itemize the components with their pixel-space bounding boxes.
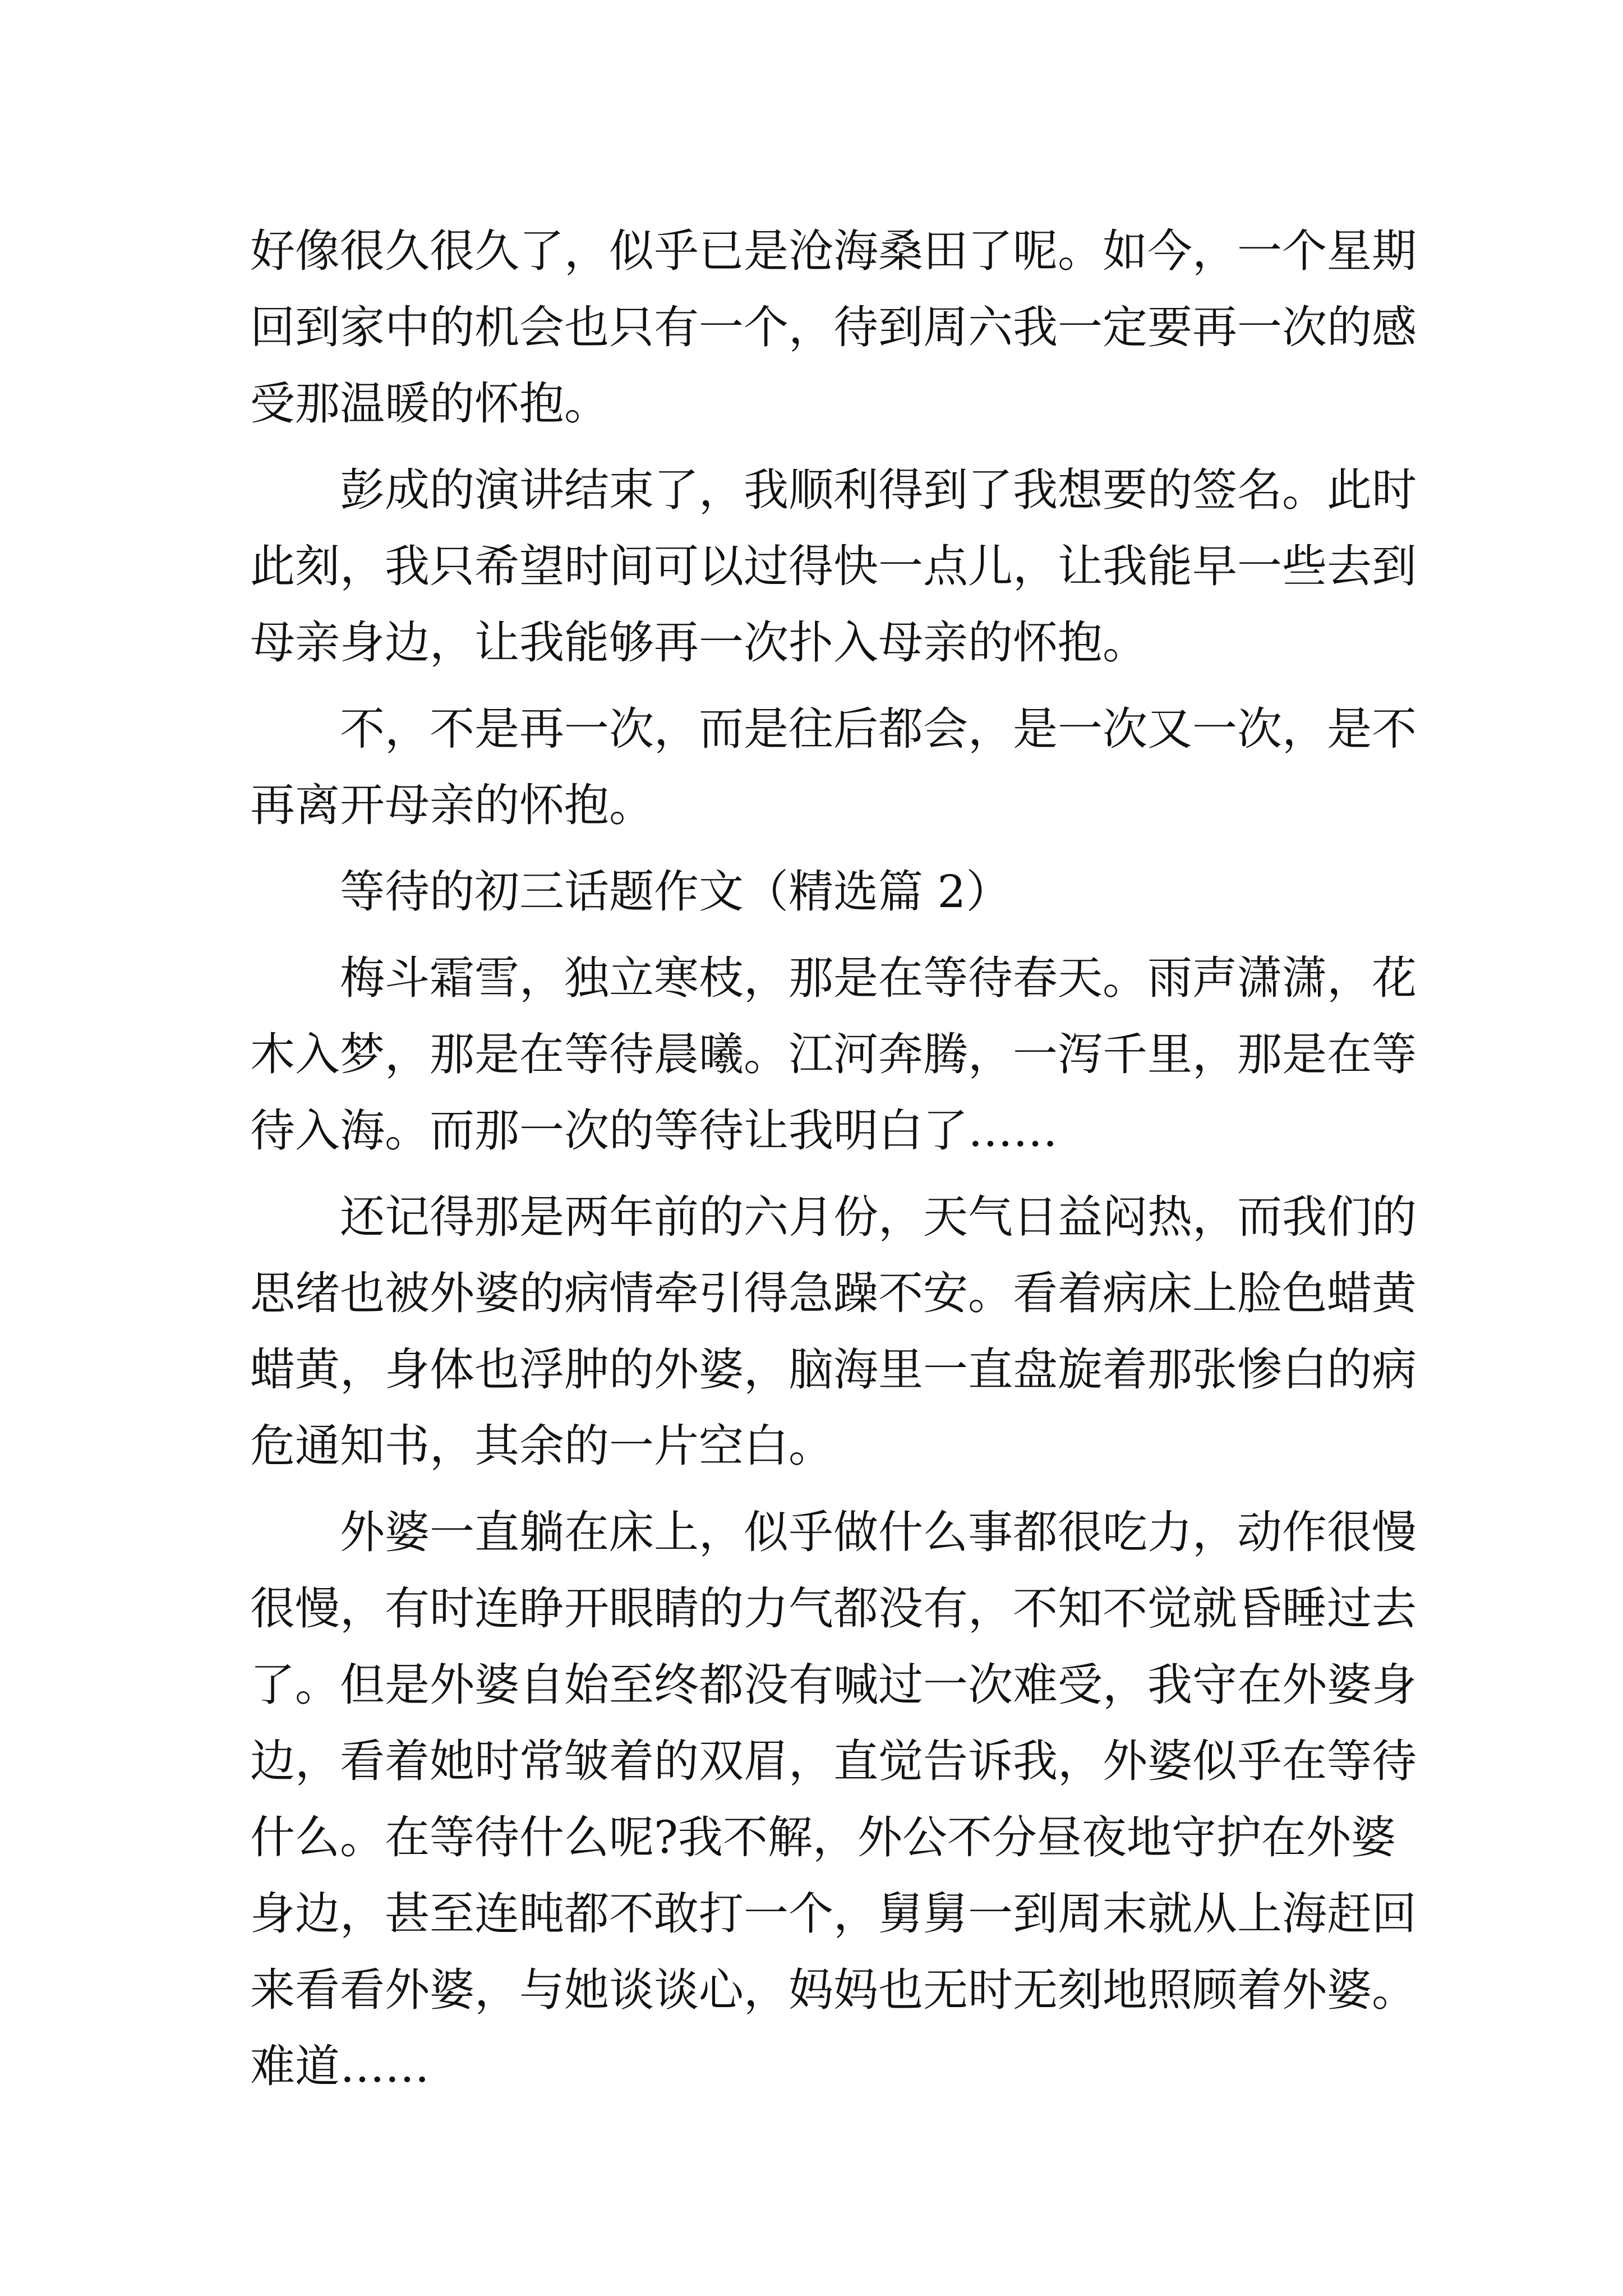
paragraph-line: 还记得那是两年前的六月份，天气日益闷热，而我们的 [340,1191,1417,1243]
paragraph-gap [250,930,1394,940]
paragraph [250,691,1417,844]
paragraph-line: 来看看外婆，与她谈谈心，妈妈也无时无刻地照顾着外婆。 [250,1964,1417,2016]
paragraph-line: 外婆一直躺在床上，似乎做什么事都很吃力，动作很慢 [340,1506,1417,1558]
paragraph-line: 待入海。而那一次的等待让我明白了…… [250,1105,1058,1157]
paragraph-line: 梅斗霜雪，独立寒枝，那是在等待春天。雨声潇潇，花 [340,952,1417,1004]
paragraph [250,452,1417,681]
paragraph-gap [250,1484,1394,1494]
paragraph-line: 难道…… [250,2040,430,2092]
paragraph [250,213,1417,442]
paragraph-line: 身边，甚至连盹都不敢打一个，舅舅一到周末就从上海赶回 [250,1888,1417,1940]
paragraph-line: 回到家中的机会也只有一个，待到周六我一定要再一次的感 [250,301,1417,353]
paragraph-line: 危通知书，其余的一片空白。 [250,1420,833,1472]
section-heading-text: 等待的初三话题作文（精选篇 2） [340,866,1011,918]
paragraph-line: 蜡黄，身体也浮肿的外婆，脑海里一直盘旋着那张惨白的病 [250,1343,1417,1396]
paragraph-line: 不，不是再一次，而是往后都会，是一次又一次，是不 [340,703,1417,755]
paragraph-line: 木入梦，那是在等待晨曦。江河奔腾，一泻千里，那是在等 [250,1028,1417,1080]
paragraph-gap [250,1169,1394,1179]
paragraph-line: 受那温暖的怀抱。 [250,378,609,430]
paragraph-gap [250,442,1394,452]
document-body [250,213,1417,2105]
paragraph-line: 好像很久很久了，似乎已是沧海桑田了呢。如今，一个星期 [250,225,1417,277]
paragraph-line: 思绪也被外婆的病情牵引得急躁不安。看着病床上脸色蜡黄 [250,1267,1417,1319]
paragraph-line: 再离开母亲的怀抱。 [250,779,654,831]
paragraph [250,1494,1417,2105]
paragraph-line: 彭成的演讲结束了，我顺利得到了我想要的签名。此时 [340,464,1417,516]
paragraph-gap [250,681,1394,691]
paragraph-line: 边，看着她时常皱着的双眉，直觉告诉我，外婆似乎在等待 [250,1735,1417,1787]
paragraph-line: 了。但是外婆自始至终都没有喊过一次难受，我守在外婆身 [250,1659,1417,1711]
paragraph-line: 很慢，有时连睁开眼睛的力气都没有，不知不觉就昏睡过去 [250,1582,1417,1635]
paragraph-line: 什么。在等待什么呢?我不解，外公不分昼夜地守护在外婆 [250,1811,1396,1864]
section-heading [250,854,1394,930]
paragraph [250,1179,1417,1484]
paragraph-line: 此刻，我只希望时间可以过得快一点儿，让我能早一些去到 [250,540,1417,592]
paragraph-gap [250,844,1394,854]
paragraph-line: 母亲身边，让我能够再一次扑入母亲的怀抱。 [250,616,1147,669]
paragraph [250,940,1417,1169]
